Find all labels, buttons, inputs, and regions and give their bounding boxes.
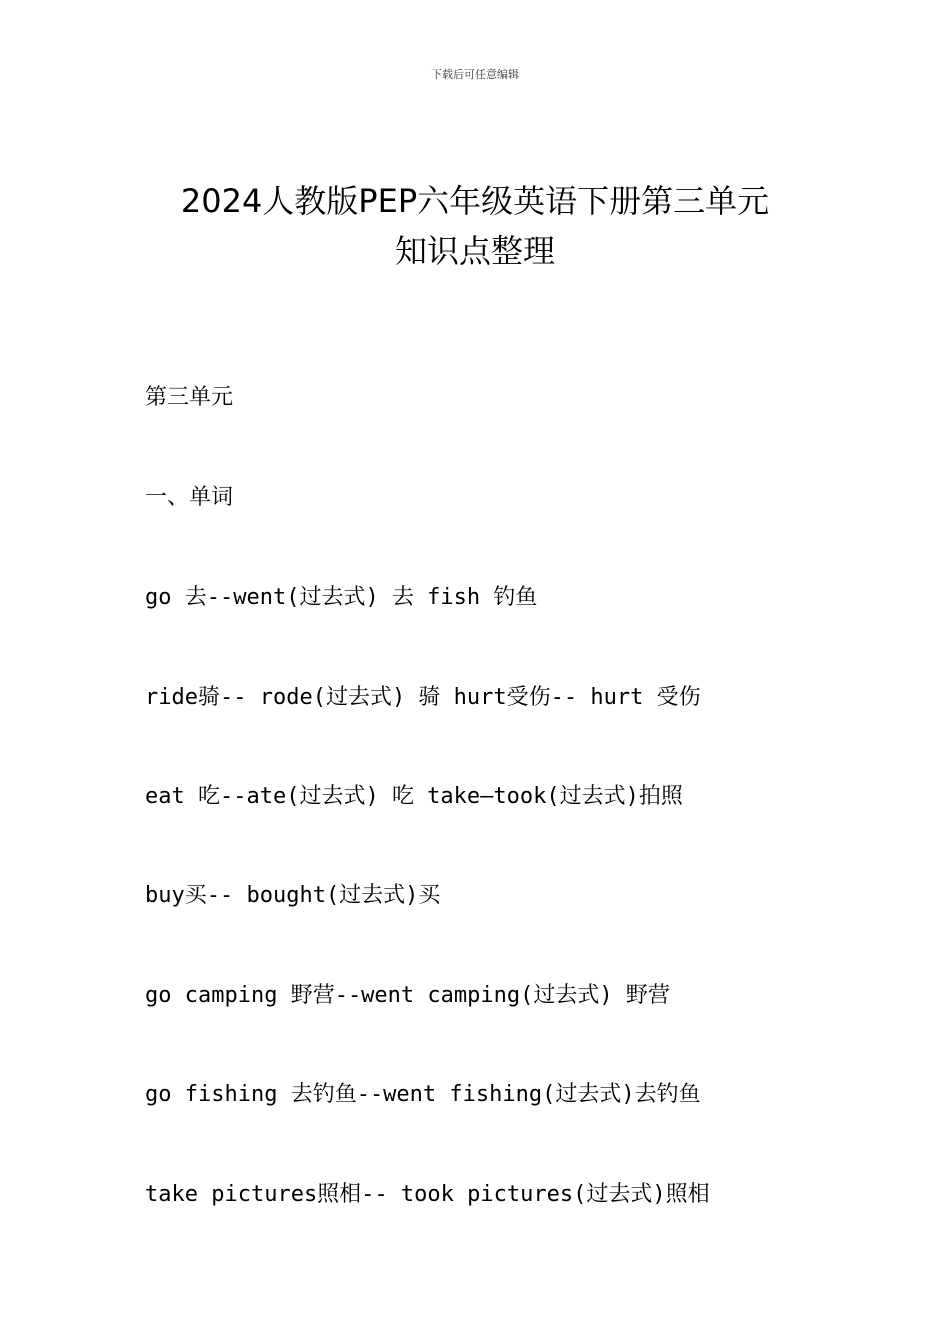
vocab-line: ride骑-- rode(过去式) 骑 hurt受伤-- hurt 受伤 [145,685,701,710]
unit-heading: 第三单元 [145,385,234,410]
vocab-line: buy买-- bought(过去式)买 [145,883,441,908]
vocab-line: go fishing 去钓鱼--went fishing(过去式)去钓鱼 [145,1082,701,1107]
document-title [100,176,850,276]
title-line-2: 知识点整理 [394,232,555,270]
title-line-1: 2024人教版PEP六年级英语下册第三单元 [180,182,770,220]
vocab-line: eat 吃--ate(过去式) 吃 take—took(过去式)拍照 [145,784,683,809]
vocab-line: go camping 野营--went camping(过去式) 野营 [145,983,670,1008]
page-header-note: 下载后可任意编辑 [431,68,519,81]
vocab-line: take pictures照相-- took pictures(过去式)照相 [145,1182,710,1207]
section-heading: 一、单词 [145,485,234,510]
vocab-line: go 去--went(过去式) 去 fish 钓鱼 [145,585,538,610]
